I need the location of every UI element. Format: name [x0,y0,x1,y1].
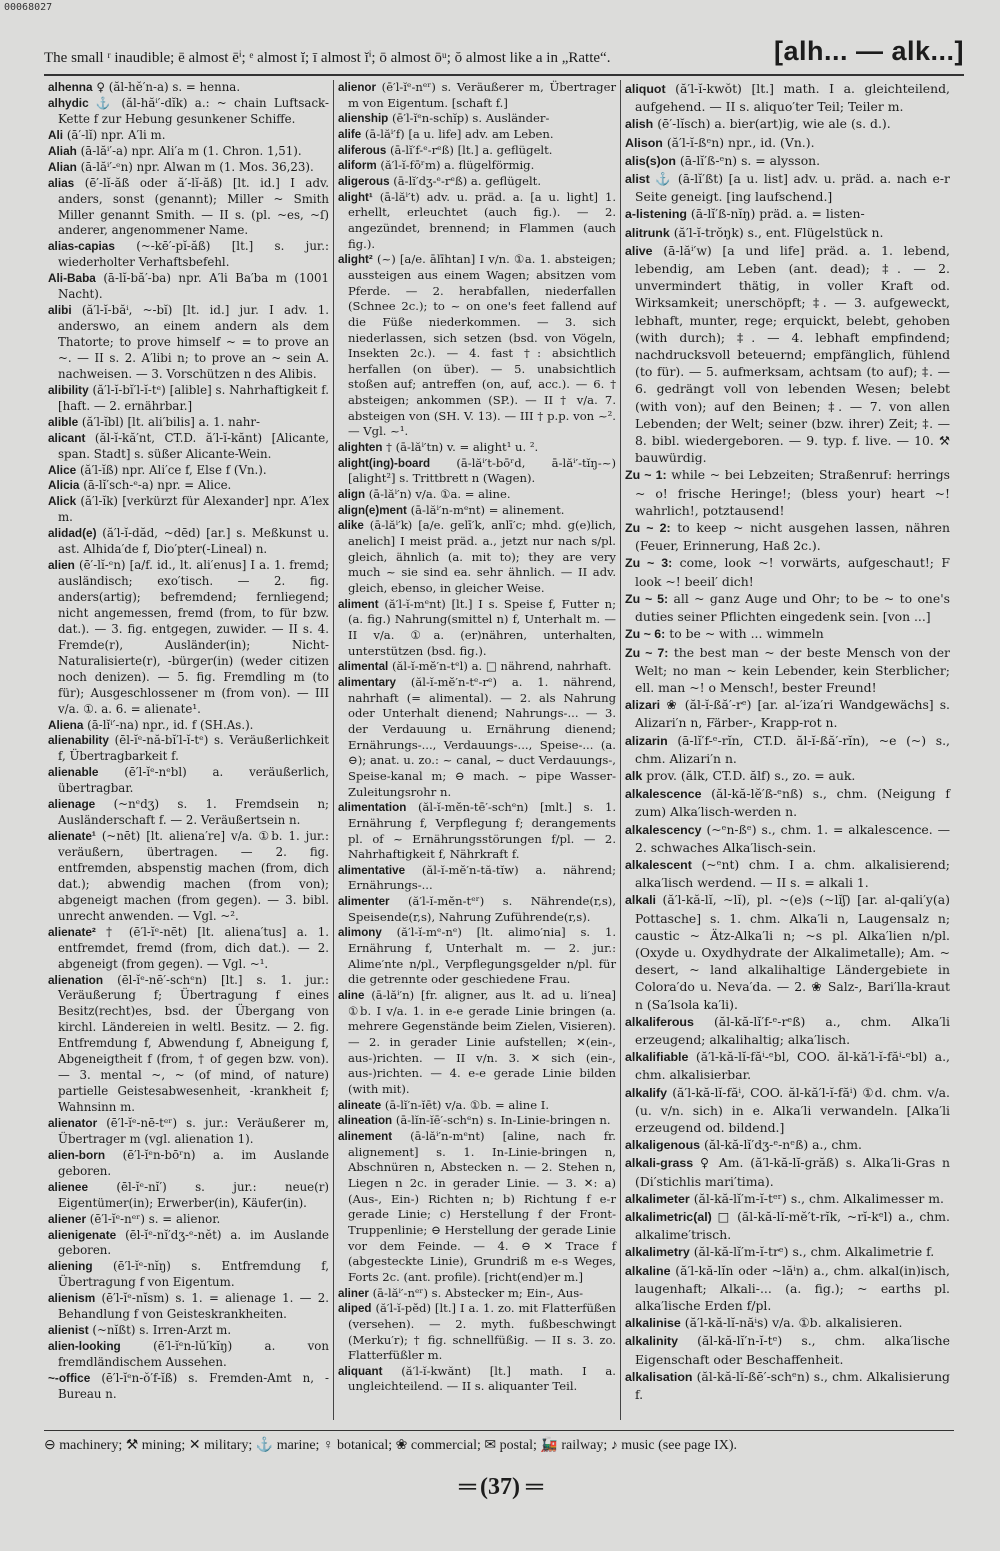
dictionary-entry [48,1180,329,1212]
dictionary-entry [48,718,329,734]
dictionary-entry [625,152,950,170]
entry-headword: Aliah [48,143,77,158]
entry-headword: alimenter [338,895,390,909]
entry-headword: alhenna [48,80,93,94]
entry-definition: (ē′l-ĭᵉ-nᵉbl) a. veräußerlich, übertragbar. [58,765,330,796]
entry-headword: Zu ~ 2: [625,521,671,536]
entry-definition: † (ē′l-ĭᵉ-nēt) [lt. aliena′tus] a. 1. entfremdet, fremd (from, dich dat.). — 2. abgeneigt (from gegen). — Vgl. ~¹. [58,924,330,971]
entry-headword: alien [48,558,75,573]
dictionary-entry [338,127,616,143]
entry-definition: (ăl-ĭ-mĕn-tē′-schᵉn) [mlt.] s. 1. Ernährung f, Verpflegung f; derangements pl. of ~ Ernährungsstörungen f/pl. — 2. Nahrhaftigkeit f, Nährkraft f. [348,800,617,862]
entry-headword: Zu ~ 6: [625,627,666,642]
entry-definition: (ăl-kă-lĭ′m-ĭ-tᵉʳ) s., chm. Alkalimesser m. [693,1190,944,1206]
entry-definition: (ă′l-ĭ-kwănt) [lt.] math. I a. ungleichteilend. — II s. aliquanter Teil. [348,1363,616,1394]
entry-headword: aliening [48,1259,93,1274]
entry-headword: alienable [48,765,99,780]
entry-definition: (ā-lĭ′f-ᵉ-rᵉß) [lt.] a. geflügelt. [390,142,553,157]
entry-definition: (ăl-kă-lĭ′dʒ-ᵉ-nᵉß) a., chm. [704,1137,862,1153]
dictionary-entry [48,973,329,1116]
entry-headword: alizarin [625,733,668,748]
entry-definition: (ă′l-kă-lĭ-făⁱ-ᵉbl, COO. ăl-kă′l-ĭ-făⁱ-ᵉbl) a., chm. alkalisierbar. [635,1049,950,1083]
dictionary-entry [48,96,329,128]
dictionary-entry [625,115,950,133]
entry-headword: alive [625,243,653,258]
dictionary-entry [338,925,616,988]
entry-definition: (ă′l-ĭ-mᵉ-nᵉ) [lt. alimo′nia] s. 1. Ernährung f, Unterhalt m. — 2. jur.: Alime′nte n/pl., Verpflegungsgelder n/pl. für die getrennte oder geschiedene Frau. [348,925,616,987]
page-number-ornament-right: ═ [526,1474,542,1500]
entry-definition: (ē′l-ĭᵉ-nē-tᵉʳ) s. jur.: Veräußerer m, Übertrager m (vgl. alienation 1). [58,1115,330,1146]
dictionary-entry [338,1098,616,1114]
entry-definition: (ăl-ĭ-mĕ′n-tᵉ-rᵉ) a. 1. nährend, nahrhaft (= alimental). — 2. als Nahrung oder Unterhalt dienend; Nahrungs-... — 3. der Verdauung u. Ernährung dienend; Ernährungs-..., Verdauungs-..., Speise-... (a. ⊖); anat. u. zo.: ~ canal, ~ duct Verdauungs-, Speise-kanal m; ⊖ mach. ~ pipe Wasser-Zuleitungsrohr n. [348,674,617,799]
dictionary-entry [48,1148,329,1180]
entry-headword: alimental [338,660,389,674]
entry-headword: alienage [48,797,96,812]
dictionary-entry [338,894,616,925]
entry-headword: aligerous [338,174,390,188]
dictionary-entry [338,503,616,519]
dictionary-entry [48,128,329,144]
page-id: 00068027 [4,2,53,13]
dictionary-entry [625,1243,950,1261]
dictionary-entry [338,1286,616,1302]
dictionary-entry [48,431,329,463]
entry-definition: to keep ~ nicht ausgehen lassen, nähren (Feuer, Erinnerung, Haß 2c.). [635,520,950,554]
entry-definition: (ă′l-ĭ-pĕd) [lt.] I a. 1. zo. mit Flatterfüßen (versehen). — 2. myth. fußbeschwingt (Merku′r); † fig. schnellfüßig. — II s. 3. zo. Flatterfüßler m. [348,1301,617,1363]
page-number: 37 [488,1474,512,1500]
entry-headword: alkali [625,893,657,908]
entry-definition: (ā-lĭ′n-ĭēt) v/a. ①b. = aline I. [384,1097,550,1112]
entry-headword: alienate¹ [48,829,96,844]
dictionary-entry [48,415,329,431]
entry-headword: alien-born [48,1147,106,1162]
dictionary-entry [48,239,329,271]
entry-headword: alist [625,172,650,187]
dictionary-entry [625,696,950,731]
entry-definition: (ē′l-ĭᵉ-nᵉʳ) s. = alienor. [89,1211,221,1226]
entry-definition: (ā-lăⁱ′n) [fr. aligner, aus lt. ad u. li′nea] ①b. I v/a. 1. in e-e gerade Linie bringen (a. mehrere Gegenstände beim Zielen, Visieren). — 2. in gerader Linie aufstellen; ✕(ein-, aus-)richten. — II v/n. 3. ✕ sich (ein-, aus-)richten. — 4. e-e gerade Linie bilden (with mit). [348,988,617,1096]
dictionary-entry [625,1013,950,1048]
dictionary-entry [625,1314,950,1332]
entry-headword: alkalescent [625,857,692,872]
entry-headword: alkalimetry [625,1245,690,1260]
entry-definition: (ē′l-ĭᵉn-schĭp) s. Ausländer- [391,111,550,126]
dictionary-entry [48,1371,329,1403]
dictionary-entry [48,1116,329,1148]
entry-definition: (ā′-lĭ) npr. A′li m. [66,127,166,142]
dictionary-entry [48,765,329,797]
page-number-block: ═ (37) ═ [458,1474,542,1500]
entry-definition: (ă′l-ĭ-trŏŋk) s., ent. Flügelstück n. [673,224,884,240]
dictionary-entry [48,1339,329,1371]
entry-headword: alkaligenous [625,1138,701,1153]
entry-headword: alineation [338,1114,393,1128]
entry-definition: ⚓ (ā-lĭ′ßt) [a u. list] adv. u. präd. a. nach e-r Seite geneigt. [ing laufschend.] [635,171,950,205]
dictionary-entry [338,1129,616,1286]
entry-definition: (ā-lĭ-bă′-ba) npr. A′li Ba′ba m (1001 Nacht). [58,271,329,302]
entry-definition: (ā-lĭ′sch-ᵉ-a) npr. = Alice. [83,478,232,493]
entry-definition: (~nĭßt) s. Irren-Arzt m. [92,1323,232,1338]
dictionary-entry [625,134,950,152]
entry-headword: Ali [48,127,64,142]
entry-definition: (ă′l-ĭ-mᵉnt) [lt.] I s. Speise f, Futter n; (a. fig.) Nahrung(smittel n) f, Unterhalt m. — II v/a. ①a. (er)nähren, unterhalten, unterstützen (bsd. fig.). [348,596,616,658]
dictionary-entry [338,252,616,440]
entry-definition: (ă′l-ĭß) npr. Ali′ce f, Else f (Vn.). [79,462,267,477]
entry-headword: alkalescency [625,822,702,837]
entry-definition: to be ~ with ... wimmeln [669,626,824,642]
entry-headword: alighten [338,441,383,455]
pronunciation-note: The small ʳ inaudible; ē almost ēⁱ; ᵉ almost ĭ; ī almost ĭⁱ; ō almost ōᵘ; ŏ almost like a in „Ratte“. [44,50,611,66]
dictionary-entry [625,625,950,643]
entry-headword: alibi [48,303,72,318]
entry-headword: Alison [625,135,663,150]
entry-definition: (ă′l-kă-lĭ-năⁱs) v/a. ①b. alkalisieren. [684,1315,903,1331]
entry-definition: (~) [a/e. ālīhtan] I v/n. ①a. 1. absteigen; aussteigen aus einem Wagen; absitzen vom Pferde. — 2. herabfallen, niederfallen (Schnee 2c.); to ~ on one's feet fallend auf die Füße niederkommen. — 3. sich niederlassen, sich setzen (bsd. von Vögeln, Insekten 2c.). — 4. fast †: absichtlich herfallen (on über). — 5. unabsichtlich stoßen auf; antreffen (on, auf, acc.). — 6. † absteigen; ankommen (SP.). — II † v/a. 7. absteigen von (SH. V. 13). — III † p.p. von ~². — Vgl. ~¹. [348,252,616,439]
dictionary-entry [338,675,616,800]
dictionary-entry [625,732,950,767]
dictionary-entry [338,597,616,660]
dictionary-entry [48,925,329,973]
entry-definition: (ā-lăⁱ′w) [a und life] präd. a. 1. lebend, lebendig, am Leben (ant. dead); ‡. — 2. unvermindert thätig, in voller Kraft od. Wirksamkeit; unerschöpft; ‡. — 3. aufgeweckt, lebhaft, munter, rege; erquickt, belebt, gehoben (with durch); ‡. — 4. lebhaft empfindend; nachdrucksvoll beteuernd; empfänglich, fühlend (to für). — 5. aufmerksam, achtsam (to auf); ‡. — 6. gedrängt voll von lebenden Wesen; belebt (with von); auf den Beinen; ‡. — 7. von allen Lebenden; der Welt; seiner (bzw. ihrer) Zeit; ‡. — 8. bibl. wiedergeboren. — 9. typ. f. live. — 10. ⚒ bauwürdig. [635,242,950,466]
entry-definition: (ă′l-ĭ-mĕn-tᵉʳ) s. Nährende(r,s), Speisende(r,s), Nahrung Zuführende(r,s). [348,894,617,924]
entry-definition: (ā-lĭ′f-ᵉ-rĭn, CT.D. ăl-ĭ-ßă′-rĭn), ~e (~) s., chm. Alizari′n n. [635,732,950,766]
dictionary-entry [338,1301,616,1364]
entry-definition: (ă′l-ĭ-băⁱ, ~-bĭ) [lt. id.] jur. I adv. 1. anderswo, an einem andern als dem Thatorte; to prove himself ~ = to prove an ~. — II s. 2. A′libi n; to prove an ~ sein A. nachweisen. — 3. Vorschützen n des Alibis. [58,303,330,381]
entry-headword: alkalify [625,1085,668,1100]
entry-headword: alineate [338,1098,382,1112]
entry-definition: † (ā-lăⁱ′tn) v. = alight¹ u. ². [386,440,539,455]
entry-definition: (ă′l-ĭ-bĭ′l-ĭ-tᵉ) [alible] s. Nahrhaftigkeit f. [haft. — 2. ernährbar.] [58,382,330,413]
entry-definition: (ā-lăⁱ′-nᵉʳ) s. Abstecker m; Ein-, Aus- [372,1285,584,1300]
dictionary-entry [48,526,329,558]
entry-headword: alienability [48,733,109,748]
entry-headword: a-listening [625,207,687,222]
entry-definition: (ă′l-ĭ-fōʳm) a. flügelförmig. [380,158,535,173]
dictionary-entry [48,303,329,383]
entry-headword: align(e)ment [338,503,407,517]
dictionary-entry [338,143,616,159]
dictionary-entry [338,174,616,190]
entry-headword: alkalimetric(al) [625,1210,712,1224]
entry-definition: (ēl-ĭᵉ-nĭ′) s. jur.: neue(r) Eigentümer(in); Erwerber(in), Käufer(in). [58,1179,330,1210]
dictionary-entry [625,224,950,242]
dictionary-entry [625,1262,950,1315]
entry-definition: (ă′l-kă-lĭn oder ~lăⁱn) a., chm. alkal(in)isch, laugenhaft; Alkali-... (a. fig.); ~ earths pl. alka′lische Erden f/pl. [635,1262,950,1314]
entry-definition: (ā-lăⁱ′k) [a/e. gelī′k, anlī′c; mhd. g(e)lich, anelich] I meist präd. a., jetzt nur nach s/pl. gleich, ähnlich (a. mit to); they are very much ~ sie sind ea. sehr ähnlich. — II adv. gleich, ebenso, in gleicher Weise. [348,518,616,595]
entry-definition: (ē′l-ĭᵉ-nĭŋ) s. Entfremdung f, Übertragung f von Eigentum. [58,1259,330,1290]
dictionary-entry [625,1048,950,1083]
dictionary-entry [625,1154,950,1189]
entry-headword: Zu ~ 1: [625,468,667,483]
dictionary-entry [625,242,950,467]
entry-headword: alkalimeter [625,1191,690,1206]
entry-headword: alish [625,117,654,132]
dictionary-entry [48,733,329,765]
entry-definition: all ~ ganz Auge und Ohr; to be ~ to one's duties seiner Pflichten eingedenk sein. [von ...] [635,590,950,625]
entry-headword: aliquant [338,1364,383,1378]
dictionary-entry [48,1228,329,1260]
entry-headword: alimony [338,926,382,940]
dictionary-entry [48,144,329,160]
entry-headword: alitrunk [625,225,670,240]
page-header [44,34,964,76]
entry-headword: aliquot [625,82,666,96]
entry-headword: alienist [48,1323,89,1338]
dictionary-entry [338,863,616,894]
entry-headword: aliner [338,1286,369,1300]
entry-definition: (ă′l-ĭ-dăd, ~dēd) [ar.] s. Meßkunst u. ast. Alhida′de f, Dio′pter(-Lineal) n. [58,526,330,557]
entry-definition: (ă′l-kă-lĭ-făⁱ, COO. ăl-kă′l-ĭ-făⁱ) ①d. chm. v/a. (u. v/n. sich) in e. Alka′li verwandeln. [Alka′li erzeugend od. bildend.] [635,1084,950,1135]
entry-definition: (~ᵉnt) chm. I a. chm. alkalisierend; alka′lisch werdend. — II s. = alkali 1. [635,856,950,891]
entry-definition: (ēl-ĭᵉ-nă-bĭ′l-ĭ-tᵉ) s. Veräußerlichkeit f, Übertragbarkeit f. [58,733,329,764]
dictionary-entry [48,383,329,415]
entry-definition: (ă′l-ĭk) [verkürzt für Alexander] npr. A′lex m. [58,494,330,525]
entry-headword: alkaliferous [625,1014,694,1029]
entry-headword: Alicia [48,478,80,493]
symbol-legend: ⊖ machinery; ⚒ mining; ✕ military; ⚓ marine; ♀ botanical; ❀ commercial; ✉ postal; 🚂 railway; ♪ music (see page IX). [44,1430,954,1458]
entry-headword: Alice [48,462,77,477]
entry-definition: (ā-lăⁱ′-ᵉn) npr. Alwan m (1. Mos. 36,23). [80,159,314,174]
entry-headword: Ali-Baba [48,271,96,286]
dictionary-entry [338,158,616,174]
entry-definition: prov. (ălk, CT.D. ălf) s., zo. = auk. [646,767,856,783]
entry-headword: alienship [338,112,389,126]
entry-definition: (ă′l-ĭ-kwŏt) [lt.] math. I a. gleichteilend, aufgehend. — II s. aliquo′ter Teil; Teiler m. [635,81,950,115]
dictionary-entry [338,1364,616,1395]
entry-headword: alinement [338,1129,393,1143]
entry-definition: (ē′-lĭsch) a. bier(art)ig, wie ale (s. d.). [657,116,891,132]
dictionary-entry [338,800,616,863]
entry-definition: (ă′l-kă-lĭ, ~lĭ), pl. ~(e)s (~lĭʃ) [ar. al-qali′y(a) Pottasche] s. 1. chm. Alka′li n, Laugensalz n; caustic ~ Ätz-Alka′li n; ~s pl. Alka′lien n/pl. (Oxyde u. Oxydhydrate der Alkalimetalle); Am. ~ desert, ~ land alkalihaltige Ländergebiete in Colora′do u. Neva′da. — 2. ❀ Salz-, Bari′lla-kraut n (Sa′lsola ka′li). [635,892,950,1012]
entry-headword: alienation [48,972,104,987]
entry-headword: alkalescence [625,787,702,802]
entry-definition: (ā-lĭn-ĭē′-schᵉn) s. In-Linie-bringen n. [395,1113,611,1128]
entry-headword: alkaline [625,1263,671,1278]
dictionary-entry [625,821,950,856]
dictionary-entry [625,1190,950,1208]
entry-headword: alife [338,127,362,141]
entry-definition: (ē′l-ĭᵉn-lŭ′kĭŋ) a. von fremdländischem Aussehen. [58,1339,330,1369]
dictionary-entry [625,1084,950,1137]
entry-headword: alkalisation [625,1369,693,1384]
entry-headword: alizari [625,698,661,713]
entry-definition: (ā-lăⁱ′t-bōʳd, ā-lăⁱ′-tĭŋ-~) [alight²] s. Trittbrett n (Wagen). [348,455,616,486]
entry-headword: alight¹ [338,190,373,204]
entry-definition: (ē′l-ĭᵉ-nĭsm) s. 1. = alienage 1. — 2. Behandlung f von Geisteskrankheiten. [58,1291,329,1322]
entry-headword: alight² [338,253,373,267]
entry-definition: (ēl-ĭᵉ-nē′-schᵉn) [lt.] s. 1. jur.: Veräußerung f; Übertragung f eines Besitz(recht)es, bsd. der Übergang von kirchl. Ländereien in weltl. Besitz. — 2. fig. Entfremdung f, Abwendung f, Abneigung f, Abgeneigtheit f (from, † of gegen bzw. von). — 3. mental ~, ~ (of mind, of nature) partielle Geistesabwesenheit, -krankheit f; Wahnsinn m. [58,972,329,1114]
dictionary-entry [625,785,950,820]
dictionary-entry [48,797,329,829]
entry-headword: alias [48,175,75,190]
entry-definition: (ă′l-ĭ-ßᵉn) npr., id. (Vn.). [666,134,815,150]
dictionary-entry [625,767,950,785]
entry-headword: alibility [48,382,89,397]
entry-headword: alhydic [48,95,89,110]
dictionary-entry [625,1368,950,1403]
dictionary-entry [48,829,329,925]
dictionary-entry [625,1208,950,1243]
entry-headword: alimentative [338,863,406,877]
entry-definition: (ē′-lĭ-ăß oder ă′-lĭ-ăß) [lt. id.] I adv. anders, sonst (genannt); Miller ~ Smith Miller genannt Smith. — II s. (pl. ~es, ~ſ) anderer, angenommener Name. [58,175,330,238]
entry-headword: alienee [48,1179,89,1194]
entry-definition: □ (ăl-kă-lĭ-mĕ′t-rĭk, ~rĭ-kᵉl) a., chm. alkalime′trisch. [635,1209,950,1243]
entry-headword: alight(ing)-board [338,456,431,470]
dictionary-entry [625,590,950,625]
dictionary-entry [338,1113,616,1129]
dictionary-entry [48,1259,329,1291]
dictionary-entry [338,190,616,253]
dictionary-entry [625,170,950,205]
dictionary-entry [625,205,950,223]
column-2 [333,80,620,1420]
entry-definition: while ~ bei Lebzeiten; Straßenruf: herrings ~ o! frische Heringe!; (bless your) heart ~! wahrlich!, potztausend! [635,467,950,518]
entry-definition: ♀ (ăl-hĕ′n-a) s. = henna. [96,80,241,94]
entry-headword: aline [338,989,365,1003]
entry-headword: Zu ~ 5: [625,591,669,606]
entry-headword: alienigenate [48,1227,117,1242]
dictionary-entry [625,644,950,697]
entry-headword: alimentation [338,801,407,815]
dictionary-entry [338,659,616,675]
entry-definition: (ăl-kă-lĭ′n-ĭ-tᵉ) s., chm. alka′lische Eigenschaft oder Beschaffenheit. [635,1333,950,1367]
dictionary-entry [338,988,616,1098]
entry-headword: aliped [338,1302,372,1316]
entry-headword: alien-looking [48,1339,121,1354]
entry-definition: (ē′l-ĭᵉn-ŏ′f-ĭß) s. Fremden-Amt n, -Bureau n. [58,1370,330,1401]
dictionary-entry [48,1323,329,1339]
dictionary-entry [338,80,616,111]
entry-headword: alkalifiable [625,1050,689,1065]
entry-definition: (~nᵉdʒ) s. 1. Fremdsein n; Ausländerschaft f. — 2. Veräußertsein n. [58,797,330,828]
entry-headword: alimentary [338,675,396,689]
entry-definition: (ā-lăⁱ′n) v/a. ①a. = aline. [368,487,511,502]
entry-definition: the best man ~ der beste Mensch von der Welt; no man ~ kein Lebender, kein Sterblicher; ell. man ~! o Mensch!, bester Freund! [635,644,950,695]
entry-headword: ~-office [48,1370,91,1385]
entry-headword: alienator [48,1115,98,1130]
entry-definition: come, look ~! vorwärts, aufgeschaut!; F look ~! beeil′ dich! [635,555,950,589]
entry-definition: (ē′-lĭ-ᵉn) [a/f. id., lt. ali′enus] I a. 1. fremd; ausländisch; exo′tisch. — 2. fig. anders(artig); befremdend; fernliegend; nicht angemessen, fremd (from, to für bzw. dat.). — 3. fig. entgegen, zuwider. — II s. 4. Fremde(r), Ausländer(in); Nicht-Naturalisierte(r), -bürger(in) (weder citizen noch denizen). — 5. fig. Fremdling m (to für); Ausgeschlossener m (from von). — III v/a. ①. a. 6. = alienate¹. [58,558,329,716]
entry-definition: (ăl-kă-lĭ′f-ᵉ-rᵉß) a., chm. Alka′li erzeugend; alkalihaltig; alka′lisch. [635,1013,950,1047]
entry-headword: Alick [48,494,77,509]
entry-headword: Aliena [48,717,84,732]
dictionary-entry [48,160,329,176]
entry-definition: (ăl-ĭ-mĕ′n-tᵉl) a. □ nährend, nahrhaft. [391,659,612,674]
dictionary-entry [48,558,329,717]
entry-definition: (ăl-kă-lĕ′ß-ᵉnß) s., chm. (Neigung f zum) Alka′lisch-werden n. [635,786,950,820]
entry-definition: ❀ (ăl-ĭ-ßă′-rᵉ) [ar. al-′iza′ri Wandgewächs] s. Alizari′n n, Färber-, Krapp-rot n. [635,697,950,731]
dictionary-entry [625,1136,950,1154]
entry-headword: alkalinise [625,1316,681,1331]
entry-definition: (~ᵉn-ßᵉ) s., chm. 1. = alkalescence. — 2. schwaches Alka′lisch-sein. [635,821,950,855]
entry-headword: alienor [338,81,377,94]
dictionary-entry [48,176,329,240]
dictionary-entry [625,466,950,519]
entry-definition: (ă′l-ĭbl) [lt. ali′bilis] a. 1. nahr- [81,414,260,429]
entry-headword: alk [625,768,643,783]
dictionary-entry [48,478,329,494]
dictionary-entry [338,456,616,487]
entry-headword: aliferous [338,143,387,157]
entry-definition: (~-kē′-pĭ-ăß) [lt.] s. jur.: wiederholter Verhaftsbefehl. [58,239,329,270]
entry-definition: (ā-lăⁱ′f) [a u. life] adv. am Leben. [364,126,554,141]
entry-definition: (ē′l-ĭᵉ-nᵉʳ) s. Veräußerer m, Übertrager m von Eigentum. [schaft f.] [348,80,617,110]
dictionary-entry [48,1212,329,1228]
dictionary-entry [625,891,950,1012]
entry-headword: Alian [48,159,77,174]
entry-range: [alh... — alk...] [773,36,964,66]
dictionary-entry [625,554,950,589]
entry-headword: alicant [48,430,86,445]
dictionary-entry [338,111,616,127]
dictionary-entry [625,519,950,554]
entry-headword: Zu ~ 3: [625,556,673,571]
page-number-ornament-left: ═ [458,1474,474,1500]
entry-definition: (ăl-ĭ-kă′nt, CT.D. ă′l-ĭ-kănt) [Alicante, span. Stadt] s. süßer Alicante-Wein. [58,430,330,461]
entry-definition: ♀ Am. (ă′l-kă-lĭ-grăß) s. Alka′li-Gras n (Di′stichlis mari′tima). [635,1155,950,1189]
entry-headword: alias-capias [48,239,115,254]
entry-definition: (ā-lăⁱ′-a) npr. Ali′a m (1. Chron. 1,51). [80,143,302,158]
entry-headword: alis(s)on [625,153,676,168]
dictionary-entry [48,494,329,526]
dictionary-entry [625,1332,950,1367]
entry-headword: alienism [48,1291,96,1306]
entry-definition: (ā-lăⁱ′t) adv. u. präd. a. [a u. light] 1. erhellt, erleuchtet (auch fig.). — 2. angezündet, brennend; in Flammen (auch fig.). [348,189,617,251]
entry-definition: (ēl-ĭᵉ-nĭ′dʒ-ᵉ-nĕt) a. im Auslande geboren. [58,1227,329,1258]
entry-headword: alike [338,519,364,533]
dictionary-entry [625,856,950,891]
dictionary-entry [48,1291,329,1323]
entry-definition: (ăl-kă-lĭ-ßē′-schᵉn) s., chm. Alkalisierung f. [635,1368,950,1403]
dictionary-columns [44,80,954,1420]
entry-definition: (ā-lĭ′ß-ᵉn) s. = alysson. [679,152,821,168]
entry-definition: (ā-lĭ′dʒ-ᵉ-rᵉß) a. geflügelt. [393,173,542,188]
dictionary-entry [338,518,616,596]
entry-headword: aliform [338,159,377,173]
entry-definition: ⚓ (ăl-hăⁱ′-dĭk) a.: ~ chain Luftsack-Kette f zur Hebung gesunkener Schiffe. [58,95,329,126]
entry-definition: (ā-lăⁱ′n-mᵉnt) [aline, nach fr. alignement] s. 1. In-Linie-bringen n, Abschnüren n, Abstecken n. — 2. Stehen n, Liegen n 2c. in gerader Linie. — 3. ✕: a) (Aus-, Ein-) Richten n; b) Richtung f e-r gerade Linie; c) Herstellung f der Front-Truppenlinie; ⊖ Herstellung der gerade Linie vor dem Feinde. — 4. ⊖ ✕ Trace f (abgesteckte Linie), Grundriß m e-s Weges, Forts 2c. (ant. profile). [richt(end)er m.] [348,1128,616,1284]
entry-definition: (~nēt) [lt. aliena′re] v/a. ①b. 1. jur.: veräußern, übertragen. — 2. fig. entfremden, abspenstig machen (from, dich dat.); abwendig machen (from von); abgeneigt machen (from gegen). — 3. bibl. unrecht anwenden. — Vgl. ~². [58,829,329,923]
entry-headword: aliment [338,597,379,611]
entry-definition: (ā-lăⁱ′n-mᵉnt) = alinement. [410,502,565,517]
entry-headword: aliener [48,1211,87,1226]
entry-definition: (ăl-ĭ-mĕ′n-tă-tĭw) a. nährend; Ernährungs-... [348,862,616,893]
dictionary-entry [48,463,329,479]
entry-definition: (ā-lĭ′ß-nĭŋ) präd. a. = listen- [690,206,865,222]
entry-definition: (ā-lĭⁱ′-na) npr., id. f (SH.As.). [87,717,254,732]
entry-headword: align [338,488,366,502]
dictionary-entry [48,271,329,303]
entry-headword: alienate² [48,924,96,939]
entry-headword: Zu ~ 7: [625,645,669,660]
dictionary-entry [338,487,616,503]
entry-definition: (ē′l-ĭᵉn-bōʳn) a. im Auslande geboren. [58,1147,330,1178]
entry-definition: (ăl-kă-lĭ′m-ĭ-trᵉ) s., chm. Alkalimetrie f. [693,1244,935,1260]
dictionary-entry [625,80,950,115]
entry-headword: alible [48,414,79,429]
entry-headword: alidad(e) [48,526,97,541]
dictionary-entry [338,440,616,456]
entry-headword: alkalinity [625,1334,679,1349]
column-3 [620,80,954,1420]
dictionary-entry [48,80,329,96]
entry-headword: alkali-grass [625,1156,694,1171]
column-1 [44,80,333,1420]
